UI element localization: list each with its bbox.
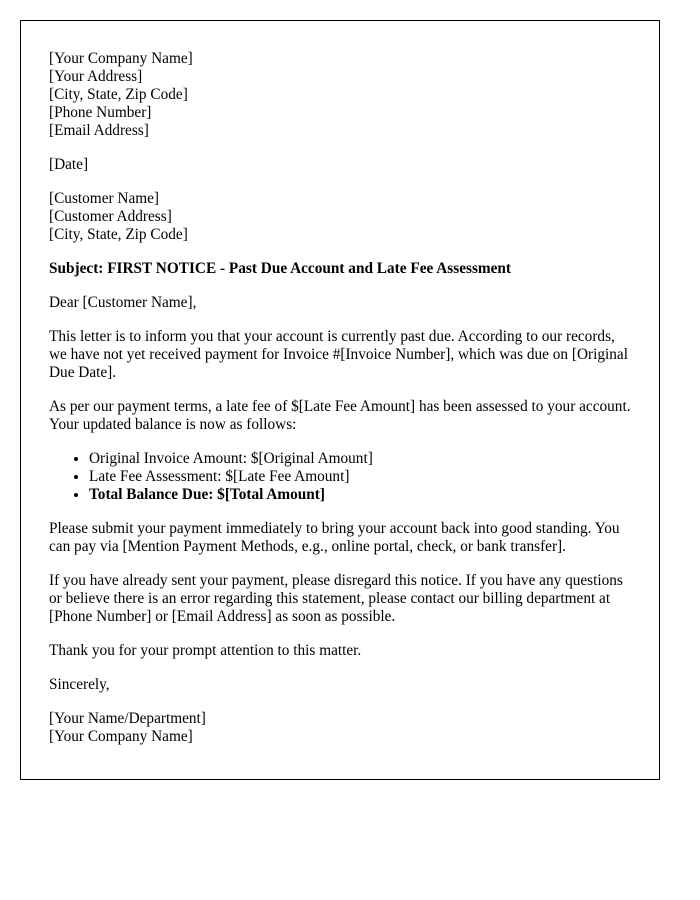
signature-company-name: [Your Company Name] — [49, 728, 193, 745]
signature-block — [49, 710, 631, 746]
subject-line: Subject: FIRST NOTICE - Past Due Account and Late Fee Assessment — [49, 260, 512, 277]
signature-name-department: [Your Name/Department] — [49, 710, 206, 727]
fee-terms-paragraph: As per our payment terms, a late fee of $[Late Fee Amount] has been assessed to your account. Your updated balance is now as follows: — [49, 398, 631, 433]
recipient-address-block — [49, 190, 631, 244]
payment-request-paragraph: Please submit your payment immediately to bring your account back into good standing. You can pay via [Mention Payment Methods, e.g., online portal, check, or bank transfer]. — [49, 520, 620, 555]
salutation: Dear [Customer Name], — [49, 294, 197, 311]
closing: Sincerely, — [49, 676, 110, 693]
balance-item-late-fee: • Late Fee Assessment: $[Late Fee Amount] — [89, 468, 631, 486]
sender-city-state-zip: [City, State, Zip Code] — [49, 86, 188, 103]
recipient-city-state-zip: [City, State, Zip Code] — [49, 226, 188, 243]
disregard-paragraph: If you have already sent your payment, please disregard this notice. If you have any questions or believe there is an error regarding this statement, please contact our billing department at [Phone Number] or [Email Address] as soon as possible. — [49, 572, 623, 625]
sender-phone: [Phone Number] — [49, 104, 152, 121]
balance-item-original: • Original Invoice Amount: $[Original Amount] — [89, 450, 631, 468]
recipient-name: [Customer Name] — [49, 190, 160, 207]
intro-paragraph: This letter is to inform you that your account is currently past due. According to our records, we have not yet received payment for Invoice #[Invoice Number], which was due on [Original Due Date]. — [49, 328, 628, 381]
sender-address: [Your Address] — [49, 68, 143, 85]
sender-address-block — [49, 50, 631, 140]
balance-item-total: • Total Balance Due: $[Total Amount] — [89, 486, 631, 504]
sender-company-name: [Your Company Name] — [49, 50, 193, 67]
balance-list — [49, 450, 631, 504]
recipient-address: [Customer Address] — [49, 208, 172, 225]
thanks-paragraph: Thank you for your prompt attention to this matter. — [49, 642, 362, 659]
sender-email: [Email Address] — [49, 122, 149, 139]
letter-page — [20, 20, 660, 780]
letter-date: [Date] — [49, 156, 89, 173]
